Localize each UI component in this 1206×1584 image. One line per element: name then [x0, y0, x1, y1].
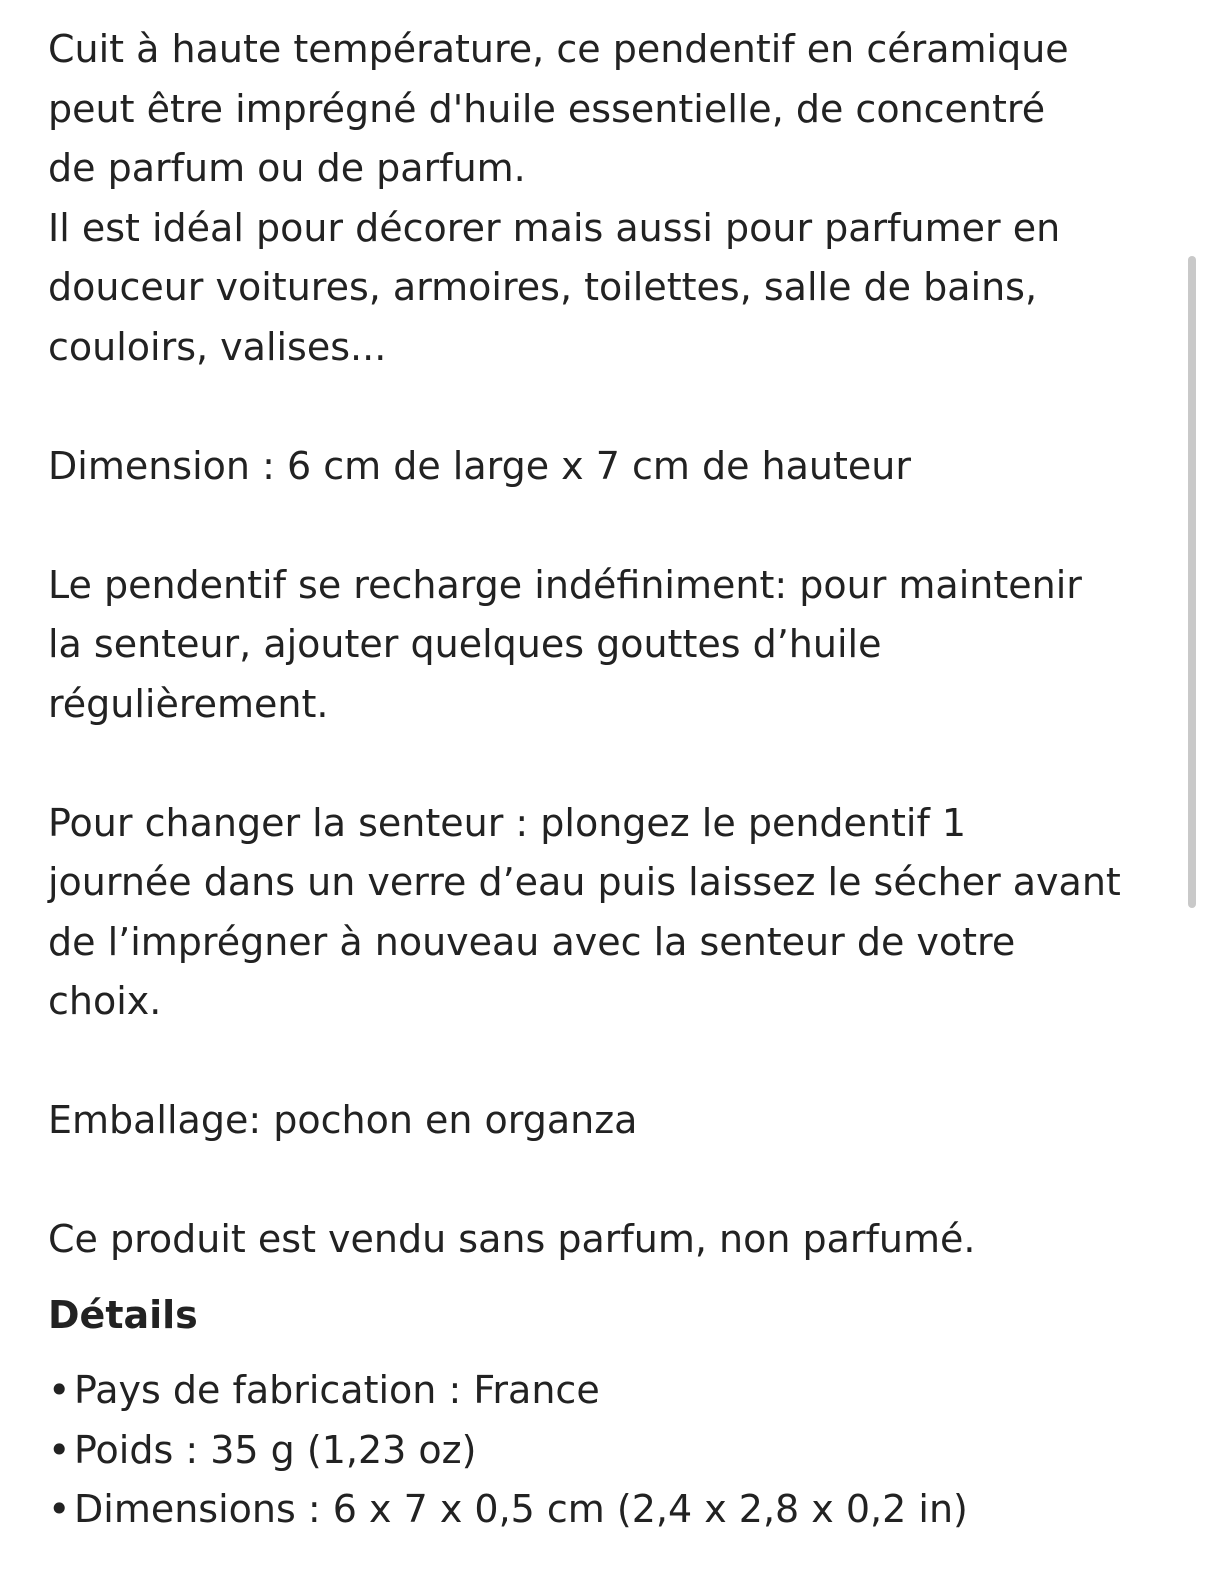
- text-line: Le pendentif se recharge indéfiniment: pour maintenir: [48, 562, 1082, 607]
- details-item: [48, 1361, 1168, 1421]
- text-line: Il est idéal pour décorer mais aussi pour parfumer en: [48, 205, 1061, 250]
- product-description: [48, 20, 1168, 1540]
- text-line: de parfum ou de parfum.: [48, 146, 526, 190]
- paragraph-gap: [48, 496, 1168, 556]
- paragraph-gap: [48, 1032, 1168, 1092]
- text-line: journée dans un verre d’eau puis laissez le sécher avant: [48, 860, 1121, 904]
- recharge-paragraph: [48, 556, 1168, 735]
- bullet-glyph: •: [48, 1368, 71, 1412]
- text-line: Ce produit est vendu sans parfum, non parfumé.: [48, 1217, 976, 1261]
- details-item: [48, 1480, 1168, 1540]
- packaging-paragraph: [48, 1091, 1168, 1151]
- text-line: de l’imprégner à nouveau avec la senteur de votre: [48, 919, 1016, 964]
- details-item: [48, 1421, 1168, 1481]
- intro-paragraph: [48, 20, 1168, 377]
- text-line: Emballage: pochon en organza: [48, 1098, 638, 1142]
- text-line: Cuit à haute température, ce pendentif en céramique: [48, 27, 1069, 71]
- dimension-paragraph: [48, 437, 1168, 497]
- text-line: régulièrement.: [48, 681, 329, 726]
- paragraph-gap: [48, 734, 1168, 794]
- text-line: peut être imprégné d'huile essentielle, de concentré: [48, 86, 1046, 131]
- details-item-text: Dimensions : 6 x 7 x 0,5 cm (2,4 x 2,8 x 0,2 in): [74, 1487, 968, 1531]
- text-line: couloirs, valises...: [48, 324, 387, 369]
- paragraph-gap: [48, 1151, 1168, 1211]
- change-scent-paragraph: [48, 794, 1168, 1032]
- details-heading: Détails: [48, 1292, 198, 1337]
- details-list: [48, 1361, 1168, 1540]
- no-perfume-paragraph: [48, 1210, 1168, 1270]
- details-item-text: Pays de fabrication : France: [74, 1368, 600, 1412]
- text-line: la senteur, ajouter quelques gouttes d’huile: [48, 622, 882, 666]
- bullet-glyph: •: [48, 1487, 71, 1531]
- details-item-text: Poids : 35 g (1,23 oz): [74, 1427, 477, 1472]
- text-line: Dimension : 6 cm de large x 7 cm de hauteur: [48, 443, 911, 488]
- text-line: Pour changer la senteur : plongez le pendentif 1: [48, 800, 967, 845]
- paragraph-gap: [48, 377, 1168, 437]
- vertical-scrollbar[interactable]: [1188, 256, 1196, 908]
- text-line: choix.: [48, 979, 162, 1023]
- text-line: douceur voitures, armoires, toilettes, salle de bains,: [48, 265, 1038, 309]
- bullet-glyph: •: [48, 1427, 71, 1472]
